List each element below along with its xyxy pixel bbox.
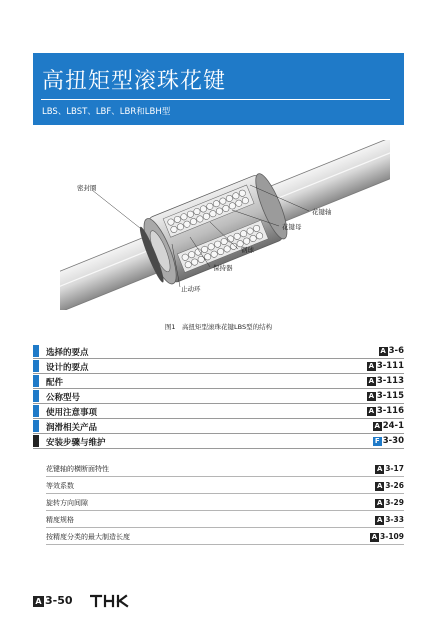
reference-label: 旋转方向间隙: [46, 499, 88, 507]
reference-row[interactable]: [46, 512, 404, 528]
toc-page-number: 3-113: [376, 376, 404, 386]
toc-page: [367, 406, 404, 416]
toc-label: 安装步骤与维护: [46, 438, 106, 448]
toc-marker: [33, 405, 39, 417]
toc-page: [373, 421, 404, 431]
reference-row[interactable]: [46, 495, 404, 511]
page-title: 高扭矩型滚珠花键: [42, 69, 227, 94]
reference-row[interactable]: [46, 529, 404, 545]
reference-label: 按精度分类的最大制造长度: [46, 533, 130, 541]
toc-label: 设计的要点: [46, 363, 89, 373]
toc-row[interactable]: [33, 344, 404, 359]
reference-label: 等效系数: [46, 482, 74, 490]
toc-page: [379, 346, 404, 356]
toc-label: 使用注意事项: [46, 408, 98, 418]
reference-page-number: 3-26: [385, 481, 404, 490]
title-banner: [33, 53, 404, 125]
section-tag-icon: A: [368, 377, 375, 385]
toc-page-number: 3-116: [376, 406, 404, 416]
section-tag-icon: A: [377, 516, 383, 524]
toc-marker: [33, 345, 39, 357]
toc-page-number: 24-1: [382, 421, 404, 431]
reference-label: 花键轴的横断面特性: [46, 465, 109, 473]
ball-spline-illustration: [60, 140, 390, 310]
footer-page-number: [33, 594, 73, 607]
footer-page-label: 3-50: [45, 594, 73, 607]
toc-page-number: 3-111: [376, 361, 404, 371]
toc-marker: [33, 420, 39, 432]
section-tag-icon: A: [377, 465, 383, 473]
toc-page: [367, 361, 404, 371]
toc-page-number: 3-30: [382, 436, 404, 446]
toc-marker: [33, 375, 39, 387]
toc-marker: [33, 435, 39, 447]
toc-marker: [33, 390, 39, 402]
reference-page-number: 3-33: [385, 515, 404, 524]
toc-row[interactable]: [33, 419, 404, 434]
reference-page: [375, 481, 404, 491]
structure-figure: [60, 140, 390, 310]
reference-page-number: 3-109: [380, 532, 404, 541]
toc-marker: [33, 360, 39, 372]
toc-label: 润滑相关产品: [46, 423, 98, 433]
section-tag-icon: F: [373, 437, 382, 446]
toc-page-number: 3-6: [388, 346, 404, 356]
section-tag-icon: A: [371, 533, 378, 541]
section-tag-icon: A: [33, 596, 44, 607]
reference-label: 精度规格: [46, 516, 74, 524]
reference-page-number: 3-29: [385, 498, 404, 507]
section-tag-icon: A: [377, 482, 383, 490]
toc-row[interactable]: [33, 434, 404, 449]
callout-spline-nut: 花键母: [282, 223, 302, 231]
page-subtitle: LBS、LBST、LBF、LBR和LBH型: [42, 107, 171, 117]
reference-page: [375, 515, 404, 525]
section-tag-icon: A: [380, 347, 386, 355]
reference-page: [375, 498, 404, 508]
reference-page: [375, 464, 404, 474]
callout-balls: 钢球: [241, 246, 254, 254]
section-tag-icon: A: [368, 407, 375, 415]
title-rule: [41, 99, 390, 100]
toc-row[interactable]: [33, 389, 404, 404]
toc-label: 公称型号: [46, 393, 81, 403]
toc-page: [373, 436, 404, 446]
reference-page: [370, 532, 404, 542]
toc-page-number: 3-115: [376, 391, 404, 401]
toc-row[interactable]: [33, 404, 404, 419]
reference-row[interactable]: [46, 461, 404, 477]
toc-row[interactable]: [33, 359, 404, 374]
section-tag-icon: A: [368, 392, 375, 400]
toc-row[interactable]: [33, 374, 404, 389]
toc-page: [367, 376, 404, 386]
callout-spline-shaft: 花键轴: [312, 208, 332, 216]
section-tag-icon: A: [377, 499, 383, 507]
reference-page-number: 3-17: [385, 464, 404, 473]
thk-logo: [90, 594, 130, 608]
callout-retaining-ring: 止动环: [181, 285, 201, 293]
toc-label: 选择的要点: [46, 348, 89, 358]
section-tag-icon: A: [374, 422, 380, 430]
toc-label: 配件: [46, 378, 64, 388]
section-tag-icon: A: [368, 362, 375, 370]
callout-seal: 密封圈: [77, 184, 97, 192]
reference-row[interactable]: [46, 478, 404, 494]
toc-page: [367, 391, 404, 401]
figure-caption: 图1 高扭矩型滚珠花键LBS型的结构: [164, 323, 273, 331]
callout-retainer: 保持器: [213, 264, 233, 272]
